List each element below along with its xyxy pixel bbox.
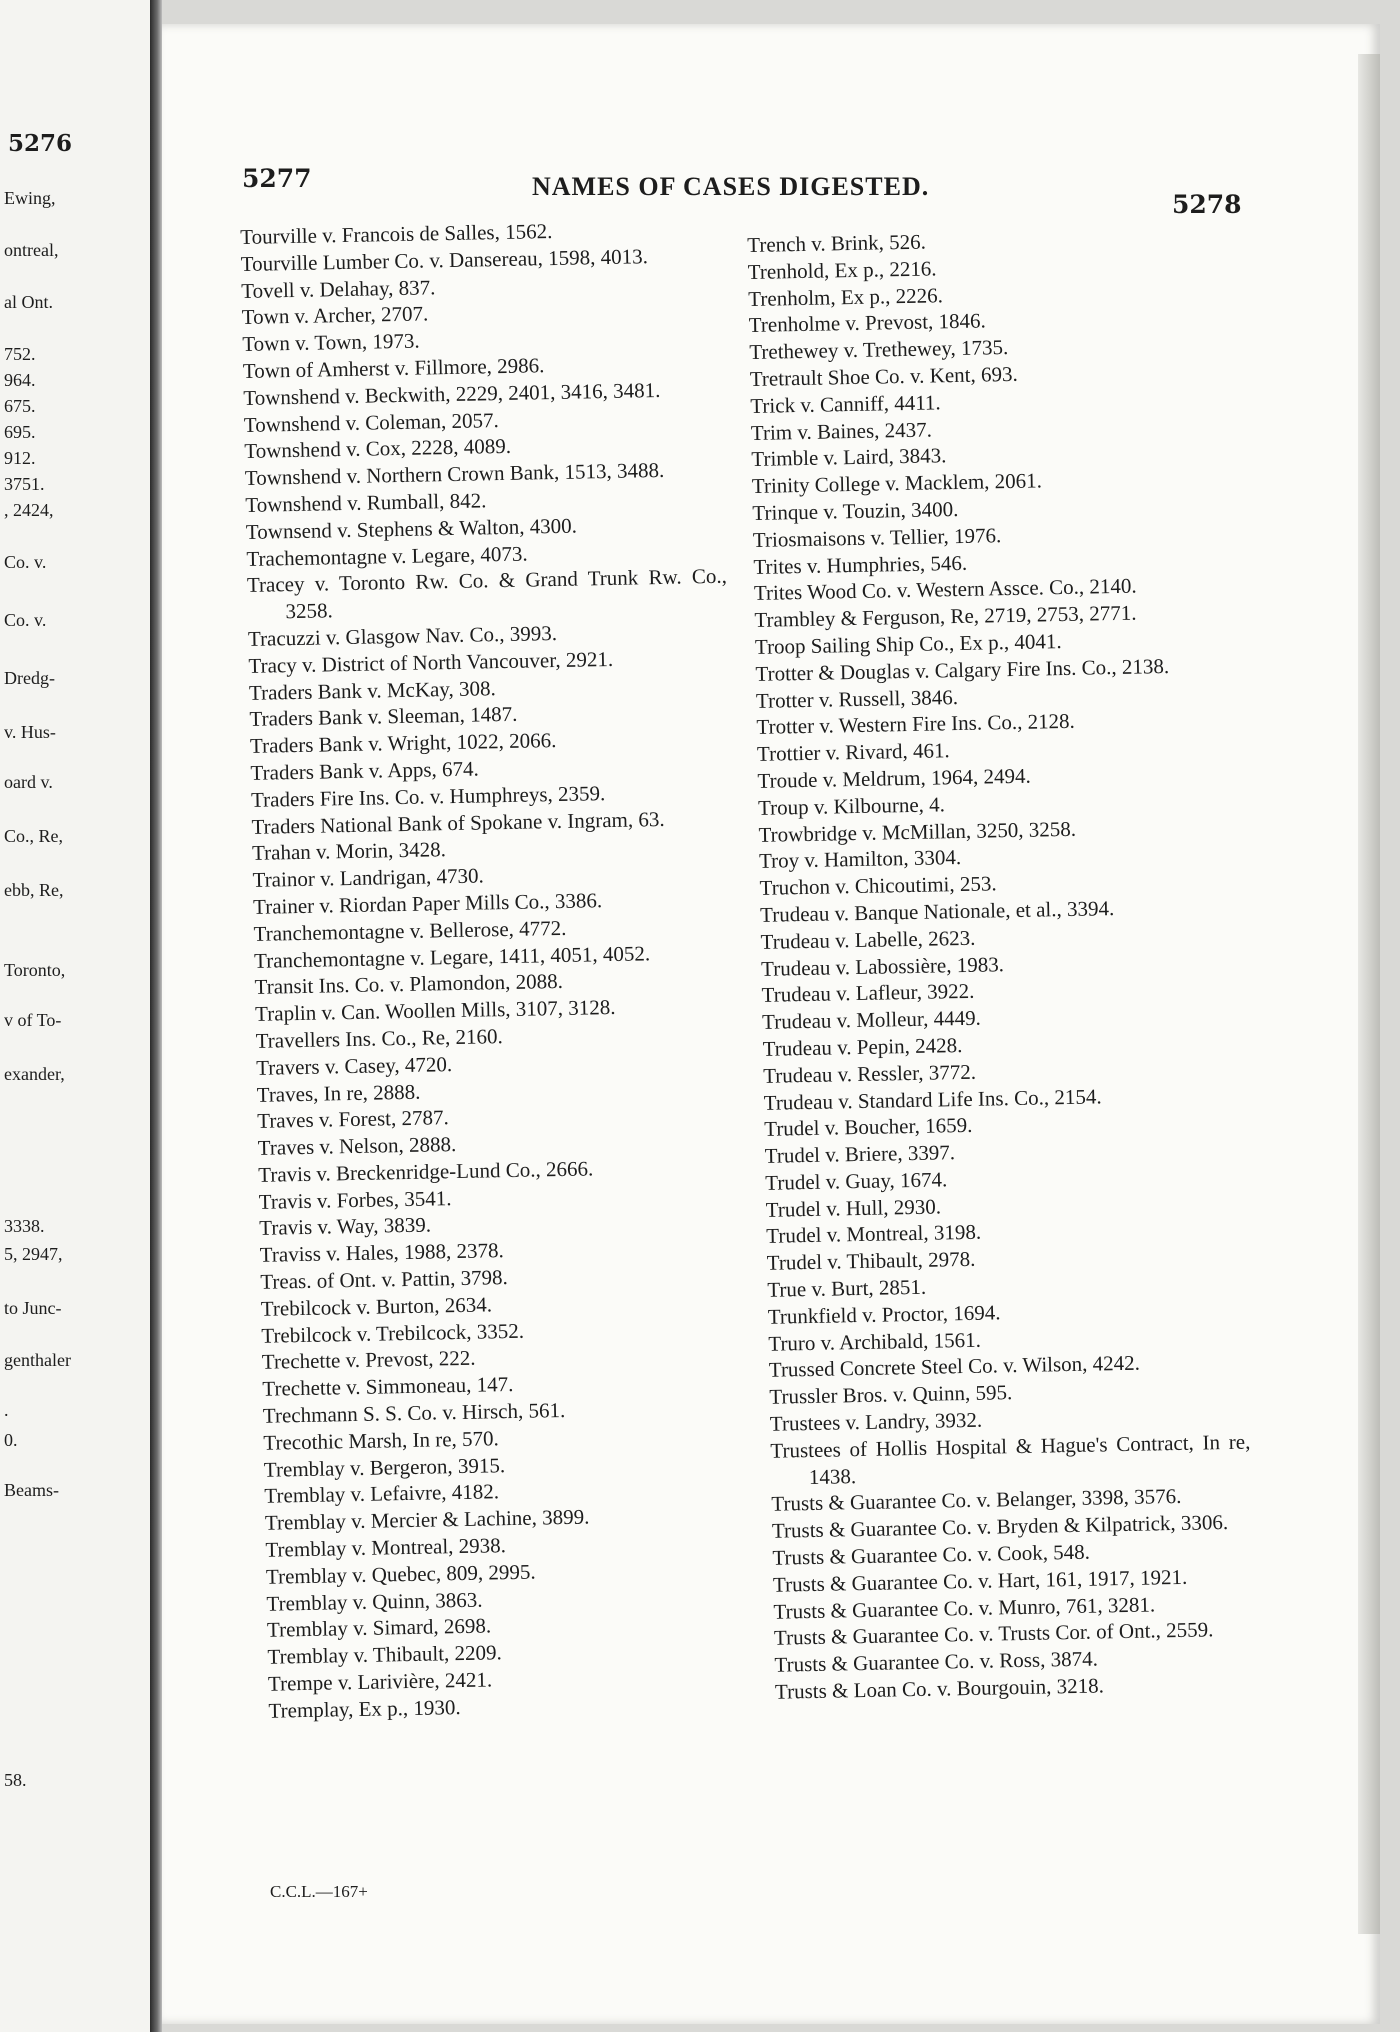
index-entry: Trudeau v. Standard Life Ins. Co., 2154. xyxy=(763,1083,1102,1115)
index-entry: Traves, In re, 2888. xyxy=(256,1079,421,1107)
index-entry: Traders National Bank of Spokane v. Ingram, 63. xyxy=(251,806,665,839)
index-entry: Triosmaisons v. Tellier, 1976. xyxy=(752,522,1002,552)
index-entry: Trussed Concrete Steel Co. v. Wilson, 4242. xyxy=(768,1351,1141,1383)
index-entry: Traviss v. Hales, 1988, 2378. xyxy=(259,1238,505,1268)
index-entry: Town v. Archer, 2707. xyxy=(241,301,429,330)
index-entry: Truchon v. Chicoutimi, 253. xyxy=(759,871,997,901)
right-column xyxy=(747,223,1255,1706)
index-entry: Trechette v. Prevost, 222. xyxy=(261,1346,476,1375)
index-entry: Travellers Ins. Co., Re, 2160. xyxy=(255,1024,504,1053)
previous-page-fragment: v. Hus- xyxy=(4,722,56,742)
index-entry: Trudeau v. Pepin, 2428. xyxy=(762,1032,963,1061)
index-entry: Trusts & Loan Co. v. Bourgouin, 3218. xyxy=(774,1673,1105,1704)
index-entry: Trudeau v. Labossière, 1983. xyxy=(760,951,1005,981)
index-entry: Trunkfield v. Proctor, 1694. xyxy=(767,1300,1001,1329)
index-entry: Trites v. Humphries, 546. xyxy=(753,550,968,579)
index-entry: Travis v. Breckenridge-Lund Co., 2666. xyxy=(258,1156,594,1187)
previous-page-fragment: ebb, Re, xyxy=(4,880,64,900)
index-entry: Trusts & Guarantee Co. v. Belanger, 3398, 3576. xyxy=(771,1484,1182,1517)
index-entry: Trechette v. Simmoneau, 147. xyxy=(262,1372,514,1402)
index-entry: Trudeau v. Banque Nationale, et al., 3394. xyxy=(759,895,1115,927)
index-entry: Trick v. Canniff, 4411. xyxy=(750,390,941,418)
index-entry: Trotter & Douglas v. Calgary Fire Ins. Co., 2138. xyxy=(755,653,1170,686)
index-entry: Trotter v. Western Fire Ins. Co., 2128. xyxy=(756,709,1076,740)
index-entry: Trustees v. Landry, 3932. xyxy=(769,1407,983,1436)
index-entry: Travis v. Forbes, 3541. xyxy=(258,1185,452,1214)
previous-page-fragment: oard v. xyxy=(4,772,53,792)
previous-page-fragment: , 2424, xyxy=(4,500,54,520)
index-entry: Trethewey v. Trethewey, 1735. xyxy=(749,335,1009,365)
index-entry: Tranchemontagne v. Legare, 1411, 4051, 4052. xyxy=(253,940,651,973)
index-entry: Trinity College v. Macklem, 2061. xyxy=(751,468,1043,499)
index-entry: Trudeau v. Labelle, 2623. xyxy=(760,925,976,954)
index-entry: Tremblay v. Mercier & Lachine, 3899. xyxy=(264,1504,590,1536)
index-entry: Trudel v. Guay, 1674. xyxy=(765,1167,948,1195)
previous-page-fragment: . xyxy=(4,1400,9,1420)
index-entry: Truro v. Archibald, 1561. xyxy=(768,1327,982,1356)
index-entry: Trebilcock v. Burton, 2634. xyxy=(260,1292,493,1321)
index-entry: Tretrault Shoe Co. v. Kent, 693. xyxy=(749,361,1018,391)
index-entry: Townshend v. Cox, 2228, 4089. xyxy=(244,434,512,464)
index-entry: Trusts & Guarantee Co. v. Cook, 548. xyxy=(772,1539,1091,1570)
index-entry: Trudeau v. Lafleur, 3922. xyxy=(761,979,975,1008)
index-entry: Town of Amherst v. Fillmore, 2986. xyxy=(242,353,545,383)
index-entry: Trenhold, Ex p., 2216. xyxy=(747,256,937,284)
previous-page-fragment: genthaler xyxy=(4,1350,71,1370)
index-entry: Tremblay v. Quebec, 809, 2995. xyxy=(265,1559,536,1589)
index-entry: Tracuzzi v. Glasgow Nav. Co., 3993. xyxy=(247,620,558,651)
index-entry: Traders Bank v. Wright, 1022, 2066. xyxy=(249,728,557,759)
index-entry: Traders Bank v. McKay, 308. xyxy=(248,675,496,705)
previous-page-fragment: Toronto, xyxy=(4,960,66,980)
index-entry: Tovell v. Delahay, 837. xyxy=(241,274,436,303)
index-entry: Trotter v. Russell, 3846. xyxy=(755,684,959,713)
index-entry: Trowbridge v. McMillan, 3250, 3258. xyxy=(758,816,1077,847)
index-entry: Trustees of Hollis Hospital & Hague's Contract, In re, 1438. xyxy=(770,1429,1251,1489)
page-header xyxy=(162,134,1380,219)
index-entry: Tremblay v. Montreal, 2938. xyxy=(265,1533,507,1562)
index-entry: Trottier v. Rivard, 461. xyxy=(756,738,950,767)
index-entry: Troy v. Hamilton, 3304. xyxy=(758,845,962,874)
index-entry: Trahan v. Morin, 3428. xyxy=(251,837,447,866)
index-entry: Tremblay v. Bergeron, 3915. xyxy=(263,1452,506,1482)
index-entry: Trebilcock v. Trebilcock, 3352. xyxy=(261,1318,525,1348)
index-entry: Trusts & Guarantee Co. v. Munro, 761, 3281. xyxy=(773,1592,1156,1624)
previous-page-fragment: 3751. xyxy=(4,474,45,494)
index-entry: Troude v. Meldrum, 1964, 2494. xyxy=(757,763,1031,793)
index-entry: Townsend v. Stephens & Walton, 4300. xyxy=(245,513,578,544)
index-entry: Traves v. Nelson, 2888. xyxy=(257,1132,457,1160)
index-entry: Trecothic Marsh, In re, 570. xyxy=(263,1426,500,1455)
index-entry: Trenholm, Ex p., 2226. xyxy=(748,282,944,311)
index-entry: Trachemontagne v. Legare, 4073. xyxy=(246,541,528,571)
previous-page-fragment: Co., Re, xyxy=(4,826,64,846)
index-entry: Travis v. Way, 3839. xyxy=(259,1213,432,1241)
index-entry: Tremplay, Ex p., 1930. xyxy=(268,1694,461,1723)
page-title: NAMES OF CASES DIGESTED. xyxy=(532,172,930,201)
previous-page-fragment: 0. xyxy=(4,1430,18,1450)
left-page-number: 5277 xyxy=(242,164,312,193)
index-entry: Trimble v. Laird, 3843. xyxy=(751,443,947,472)
previous-page-fragment: al Ont. xyxy=(4,292,53,312)
index-entry: Trusts & Guarantee Co. v. Hart, 161, 1917, 1921. xyxy=(772,1564,1188,1597)
index-entry: Townshend v. Beckwith, 2229, 2401, 3416, 3481. xyxy=(243,377,661,410)
index-entry: Traplin v. Can. Woollen Mills, 3107, 3128. xyxy=(254,995,616,1026)
index-entry: Travers v. Casey, 4720. xyxy=(255,1051,453,1080)
previous-page-fragment: Co. v. xyxy=(4,552,47,572)
index-entry: Trechmann S. S. Co. v. Hirsch, 561. xyxy=(262,1398,566,1428)
previous-page-fragment: exander, xyxy=(4,1064,65,1084)
previous-page-fragment: v of To- xyxy=(4,1010,62,1030)
left-column xyxy=(240,215,749,1725)
index-entry: Tracey v. Toronto Rw. Co. & Grand Trunk Rw. Co., 3258. xyxy=(246,564,728,624)
index-entry: Trainor v. Landrigan, 4730. xyxy=(252,863,484,893)
previous-page-fragment: 695. xyxy=(4,422,36,442)
previous-page-fragment: Co. v. xyxy=(4,610,47,630)
previous-page-fragment: 964. xyxy=(4,370,36,390)
index-entry: Tremblay v. Thibault, 2209. xyxy=(267,1640,503,1669)
index-entry: Trusts & Guarantee Co. v. Bryden & Kilpatrick, 3306. xyxy=(771,1510,1229,1544)
previous-page-strip xyxy=(0,0,150,2032)
index-page xyxy=(162,24,1380,2024)
index-entry: Traders Fire Ins. Co. v. Humphreys, 2359. xyxy=(250,780,606,812)
previous-page-fragment: ontreal, xyxy=(4,240,59,260)
page-edge xyxy=(1358,54,1380,1934)
previous-page-fragment: 752. xyxy=(4,344,36,364)
index-entry: Trempe v. Larivière, 2421. xyxy=(267,1667,493,1696)
index-entry: Trenholme v. Prevost, 1846. xyxy=(748,308,987,338)
index-entry: Trudel v. Thibault, 2978. xyxy=(766,1247,976,1276)
previous-page-fragment: 58. xyxy=(4,1770,27,1790)
index-entry: Tranchemontagne v. Bellerose, 4772. xyxy=(253,915,567,946)
previous-page-fragment: 912. xyxy=(4,448,36,468)
previous-page-fragment: 675. xyxy=(4,396,36,416)
index-entry: Tremblay v. Simard, 2698. xyxy=(266,1613,492,1643)
index-entry: Townshend v. Rumball, 842. xyxy=(245,488,487,517)
index-entry: Trudeau v. Ressler, 3772. xyxy=(762,1059,977,1088)
index-entry: Trusts & Guarantee Co. v. Trusts Cor. of Ont., 2559. xyxy=(773,1617,1214,1651)
index-entry: Treas. of Ont. v. Pattin, 3798. xyxy=(260,1265,509,1294)
index-entry: Traders Bank v. Sleeman, 1487. xyxy=(249,702,518,732)
index-entry: Trudel v. Montreal, 3198. xyxy=(766,1220,982,1249)
index-entry: Townshend v. Northern Crown Bank, 1513, 3488. xyxy=(244,458,665,491)
index-entry: Traves v. Forest, 2787. xyxy=(256,1105,449,1134)
index-entry: Tracy v. District of North Vancouver, 2921. xyxy=(248,646,614,678)
index-entry: Tourville v. Francois de Salles, 1562. xyxy=(240,219,553,249)
index-entry: Troop Sailing Ship Co., Ex p., 4041. xyxy=(754,628,1062,659)
right-page-number: 5278 xyxy=(1172,190,1242,219)
previous-page-number: 5276 xyxy=(8,130,73,157)
index-entry: Troup v. Kilbourne, 4. xyxy=(757,792,946,820)
index-entry: Transit Ins. Co. v. Plamondon, 2088. xyxy=(254,969,564,1000)
previous-page-fragment: Beams- xyxy=(4,1480,59,1500)
previous-page-fragment: Dredg- xyxy=(4,668,55,688)
index-entry: Trudeau v. Molleur, 4449. xyxy=(761,1005,982,1034)
previous-page-fragment: 5, 2947, xyxy=(4,1244,63,1264)
index-entry: Tourville Lumber Co. v. Dansereau, 1598, 4013. xyxy=(240,243,649,276)
index-entry: Trussler Bros. v. Quinn, 595. xyxy=(769,1380,1013,1410)
index-entry: Trudel v. Boucher, 1659. xyxy=(763,1113,973,1142)
index-entry: Trusts & Guarantee Co. v. Ross, 3874. xyxy=(774,1646,1099,1677)
index-entry: Trinque v. Touzin, 3400. xyxy=(752,496,959,525)
index-entry: Trim v. Baines, 2437. xyxy=(750,417,933,445)
index-entry: Trambley & Ferguson, Re, 2719, 2753, 2771. xyxy=(754,600,1137,633)
previous-page-fragment: Ewing, xyxy=(4,188,56,208)
index-entry: True v. Burt, 2851. xyxy=(767,1274,927,1302)
index-entry: Tremblay v. Quinn, 3863. xyxy=(266,1587,483,1616)
index-entry: Trudel v. Briere, 3397. xyxy=(764,1140,956,1168)
index-entry: Trites Wood Co. v. Western Assce. Co., 2140. xyxy=(753,573,1137,606)
index-entry: Trench v. Brink, 526. xyxy=(747,229,927,257)
index-entry: Town v. Town, 1973. xyxy=(242,328,420,357)
index-entry: Tremblay v. Lefaivre, 4182. xyxy=(264,1479,500,1509)
previous-page-fragment: 3338. xyxy=(4,1216,45,1236)
index-entry: Townshend v. Coleman, 2057. xyxy=(243,407,500,437)
signature-mark: C.C.L.—167+ xyxy=(270,1882,368,1901)
index-entry: Traders Bank v. Apps, 674. xyxy=(250,756,480,785)
index-entry: Trainer v. Riordan Paper Mills Co., 3386. xyxy=(252,888,603,919)
index-entry: Trudel v. Hull, 2930. xyxy=(765,1194,942,1222)
previous-page-fragment: to Junc- xyxy=(4,1298,62,1318)
book-spine xyxy=(150,0,162,2032)
